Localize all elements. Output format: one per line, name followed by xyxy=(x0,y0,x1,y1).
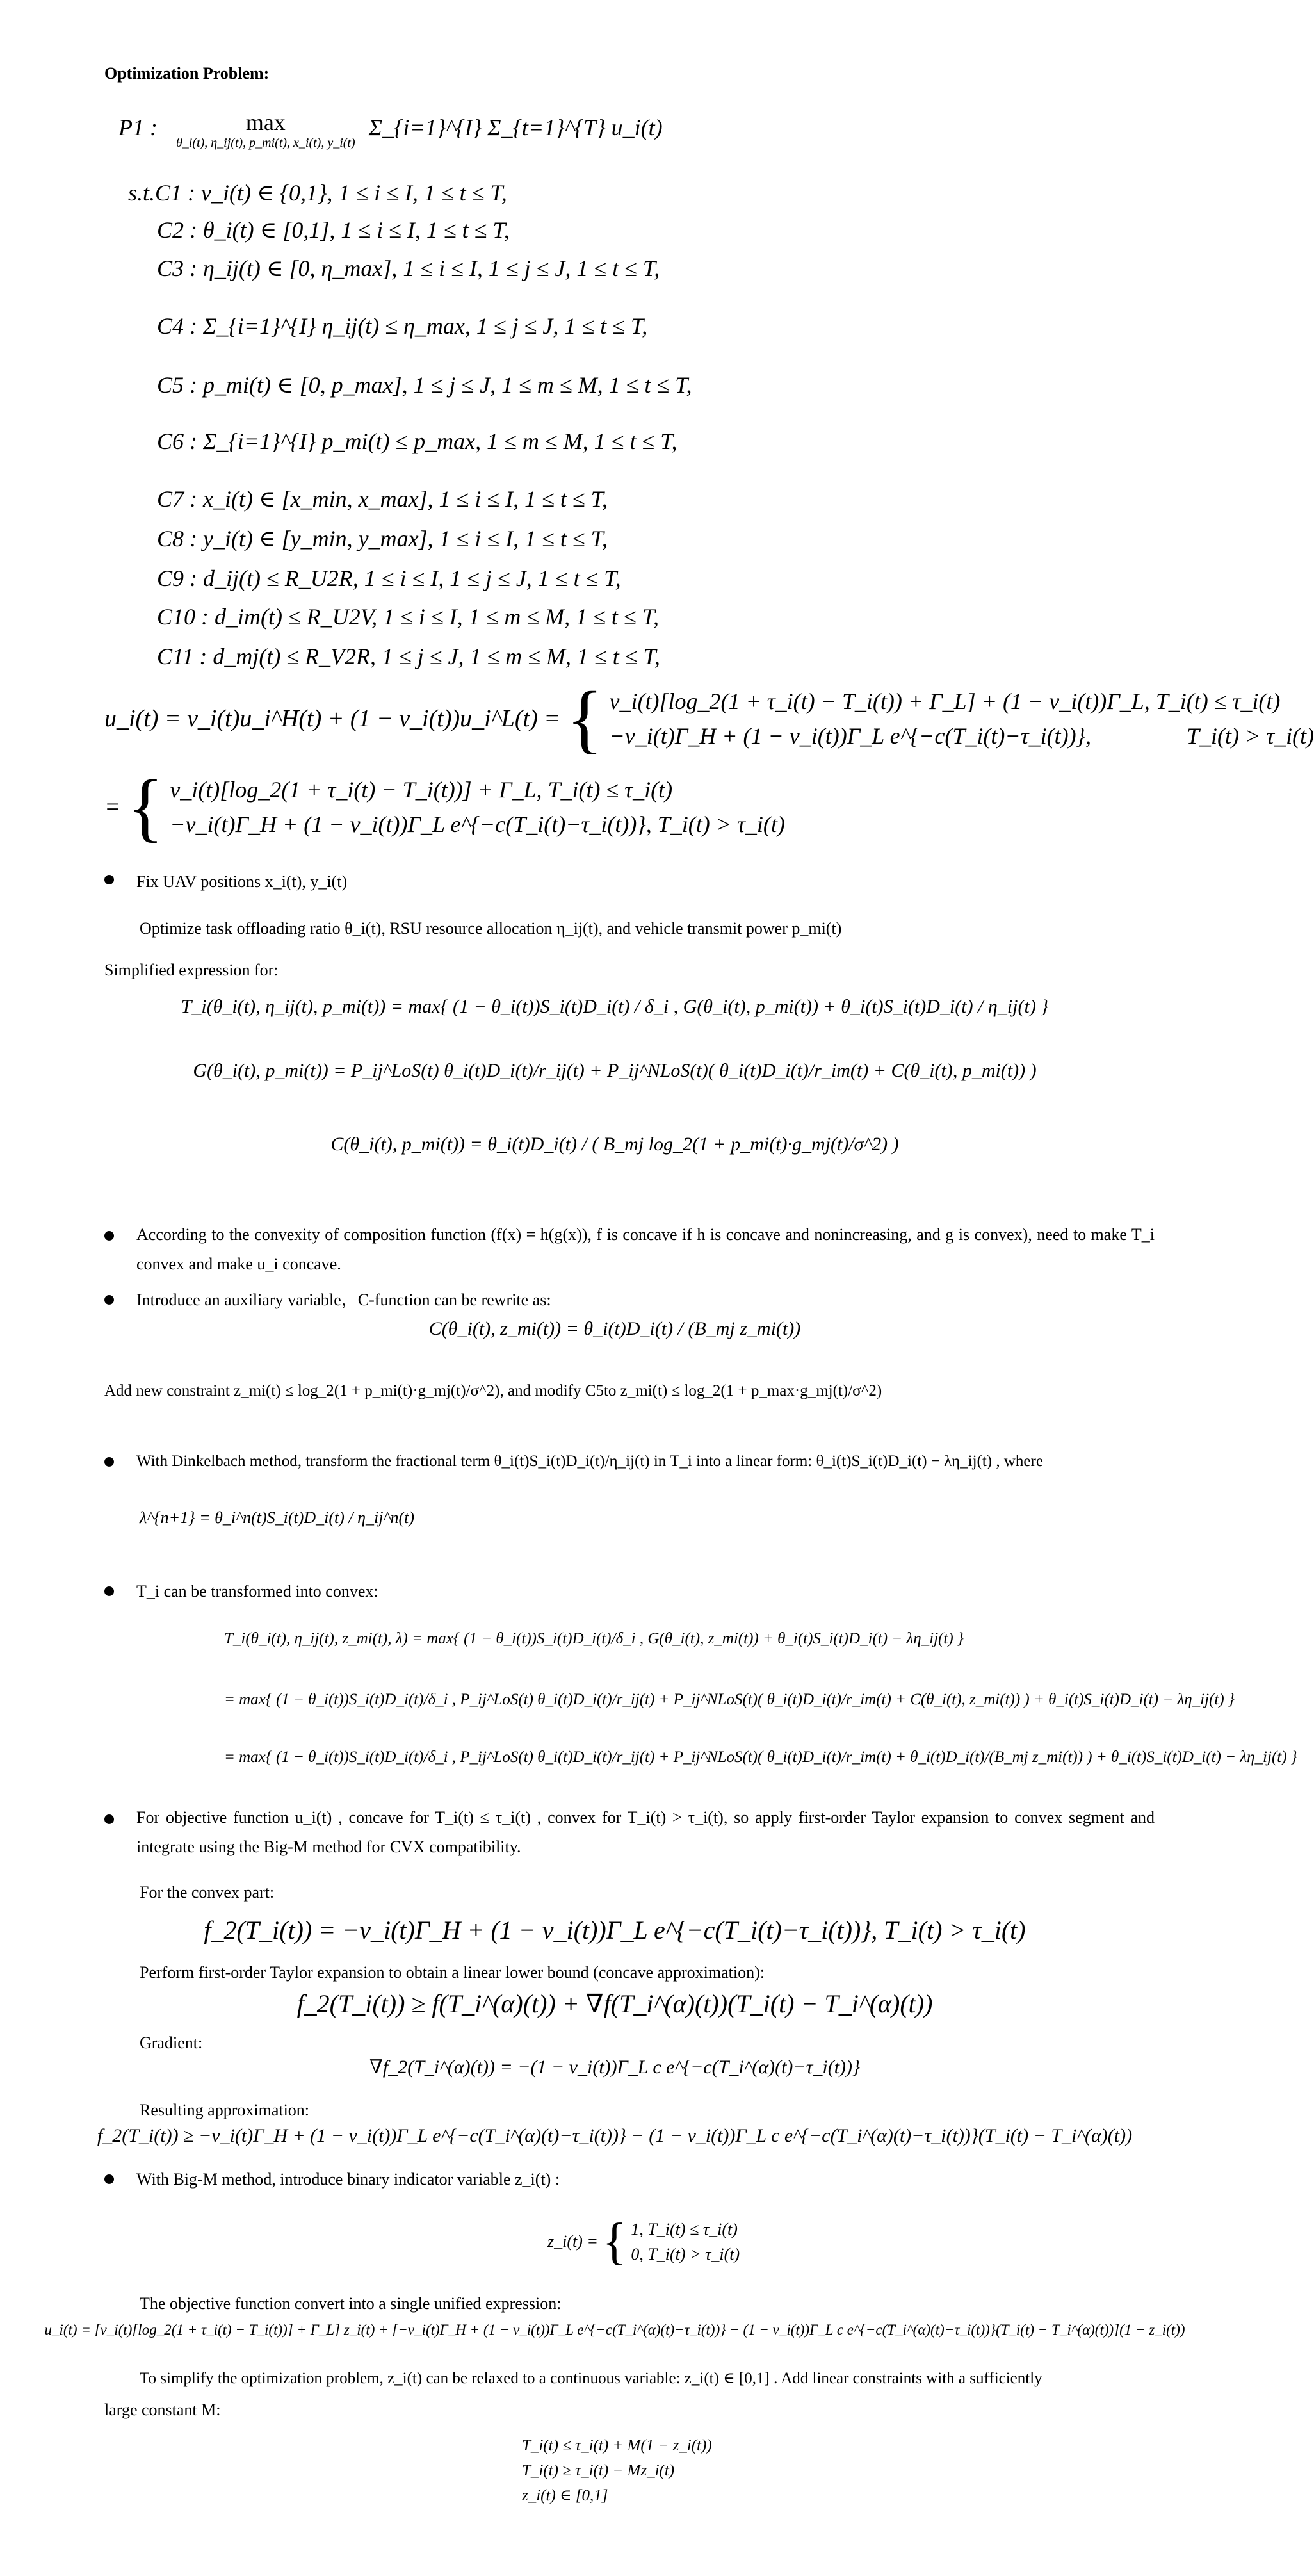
bigm-constraints xyxy=(522,2434,712,2508)
constraint-c3: C3 : η_ij(t) ∈ [0, η_max], 1 ≤ i ≤ I, 1 ≤ j ≤ J, 1 ≤ t ≤ T, xyxy=(157,256,660,281)
optimize-line: Optimize task offloading ratio θ_i(t), RSU resource allocation η_ij(t), and vehicle transmit power p_mi(t) xyxy=(140,919,842,938)
z-case2: 0, T_i(t) > τ_i(t) xyxy=(631,2245,740,2263)
constraint-c7: C7 : x_i(t) ∈ [x_min, x_max], 1 ≤ i ≤ I, 1 ≤ t ≤ T, xyxy=(157,486,608,512)
constraint-c4: C4 : Σ_{i=1}^{I} η_ij(t) ≤ η_max, 1 ≤ j ≤ J, 1 ≤ t ≤ T, xyxy=(157,313,648,339)
constraint-c2: C2 : θ_i(t) ∈ [0,1], 1 ≤ i ≤ I, 1 ≤ t ≤ T, xyxy=(157,217,510,243)
constraint-c8: C8 : y_i(t) ∈ [y_min, y_max], 1 ≤ i ≤ I, 1 ≤ t ≤ T, xyxy=(157,526,608,551)
eq-T-convex-2: = max{ (1 − θ_i(t))S_i(t)D_i(t)/δ_i , P_ij^LoS(t) θ_i(t)D_i(t)/r_ij(t) + P_ij^NLoS(t)( θ_i(t)D_i(t)/r_im(t) + C(θ_i(t), z_mi(t)) ) + θ_i(t)S_i(t)D_i(t) − λη_ij(t) } xyxy=(224,1691,1235,1708)
relax-paragraph: To simplify the optimization problem, z_i(t) can be relaxed to a continuous variable: z_i(t) ∈ [0,1] . Add linear constraints with a sufficiently xyxy=(140,2370,1042,2387)
utility-case2: −v_i(t)Γ_H + (1 − v_i(t))Γ_L e^{−c(T_i(t)−τ_i(t))}, xyxy=(609,723,1091,749)
eq-T-convex-1: T_i(θ_i(t), η_ij(t), z_mi(t), λ) = max{ (1 − θ_i(t))S_i(t)D_i(t)/δ_i , G(θ_i(t), z_mi(t)) + θ_i(t)S_i(t)D_i(t) − λη_ij(t) } xyxy=(224,1630,964,1647)
bullet-objective: For objective function u_i(t) , concave for T_i(t) ≤ τ_i(t) , convex for T_i(t) > τ_i(t), so apply first-order Taylor expansion to convex segment and integrate using the Big-M method for CVX compatibility. xyxy=(136,1808,1155,1856)
bullet-marker xyxy=(104,2174,114,2184)
objective-sum: Σ_{i=1}^{I} Σ_{t=1}^{T} u_i(t) xyxy=(368,114,663,140)
utility-case3: v_i(t)[log_2(1 + τ_i(t) − T_i(t))] + Γ_L, T_i(t) ≤ τ_i(t) xyxy=(170,777,673,803)
bullet-marker xyxy=(104,1457,114,1467)
constraint-c6: C6 : Σ_{i=1}^{I} p_mi(t) ≤ p_max, 1 ≤ m ≤ M, 1 ≤ t ≤ T, xyxy=(157,428,677,454)
utility-lhs: u_i(t) = v_i(t)u_i^H(t) + (1 − v_i(t))u_i^L(t) = xyxy=(104,705,560,732)
lambda-update: λ^{n+1} = θ_i^n(t)S_i(t)D_i(t) / η_ij^n(t) xyxy=(140,1508,414,1527)
constraint-c5: C5 : p_mi(t) ∈ [0, p_max], 1 ≤ j ≤ J, 1 ≤ m ≤ M, 1 ≤ t ≤ T, xyxy=(157,372,692,398)
bigm-constraint-3: z_i(t) ∈ [0,1] xyxy=(522,2486,608,2504)
bullet-convexity: According to the convexity of composition function (f(x) = h(g(x)), f is concave if h is concave and nonincreasing, and g is convex), need to make T_i convex and make u_i concave. xyxy=(136,1225,1155,1273)
bigm-constraint-2: T_i(t) ≥ τ_i(t) − Mz_i(t) xyxy=(522,2461,675,2479)
bullet-marker xyxy=(104,875,114,884)
utility-case4: −v_i(t)Γ_H + (1 − v_i(t))Γ_L e^{−c(T_i(t)−τ_i(t))}, T_i(t) > τ_i(t) xyxy=(170,811,785,837)
constraint-c10: C10 : d_im(t) ≤ R_U2V, 1 ≤ i ≤ I, 1 ≤ m ≤ M, 1 ≤ t ≤ T, xyxy=(157,604,659,630)
bigm-constraint-1: T_i(t) ≤ τ_i(t) + M(1 − z_i(t)) xyxy=(522,2437,712,2454)
z-case1: 1, T_i(t) ≤ τ_i(t) xyxy=(631,2220,738,2238)
convex-part-label: For the convex part: xyxy=(140,1883,275,1902)
z-brace: { xyxy=(602,2213,627,2270)
eq-f2: f_2(T_i(t)) = −v_i(t)Γ_H + (1 − v_i(t))Γ_L e^{−c(T_i(t)−τ_i(t))}, T_i(t) > τ_i(t) xyxy=(204,1916,1026,1944)
add-constraint-line: Add new constraint z_mi(t) ≤ log_2(1 + p_mi(t)·g_mj(t)/σ^2), and modify C5to z_mi(t) ≤ log_2(1 + p_max·g_mj(t)/σ^2) xyxy=(104,1382,882,1399)
max-subscript: θ_i(t), η_ij(t), p_mi(t), x_i(t), y_i(t) xyxy=(175,136,355,150)
unified-label: The objective function convert into a single unified expression: xyxy=(140,2294,562,2313)
simplified-label: Simplified expression for: xyxy=(104,961,279,979)
eq-T-convex-3: = max{ (1 − θ_i(t))S_i(t)D_i(t)/δ_i , P_ij^LoS(t) θ_i(t)D_i(t)/r_ij(t) + P_ij^NLoS(t)( θ_i(t)D_i(t)/r_im(t) + θ_i(t)D_i(t)/(B_mj z_mi(t)) ) + θ_i(t)S_i(t)D_i(t) − λη_ij(t) } xyxy=(224,1749,1297,1766)
eq-T-definition: T_i(θ_i(t), η_ij(t), p_mi(t)) = max{ (1 − θ_i(t))S_i(t)D_i(t) / δ_i , G(θ_i(t), p_mi(t)) + θ_i(t)S_i(t)D_i(t) / η_ij(t) } xyxy=(181,996,1049,1017)
problem-label: P1 : xyxy=(118,114,158,140)
bullet-marker xyxy=(104,1231,114,1241)
equals-sign: = xyxy=(104,794,121,820)
resulting-label: Resulting approximation: xyxy=(140,2101,310,2119)
utility-equation xyxy=(104,676,1314,761)
gradient-label: Gradient: xyxy=(140,2034,203,2052)
utility-case1: v_i(t)[log_2(1 + τ_i(t) − T_i(t)) + Γ_L] + (1 − v_i(t))Γ_L, T_i(t) ≤ τ_i(t) xyxy=(609,689,1281,714)
section-heading: Optimization Problem: xyxy=(104,64,270,83)
constraint-c1: s.t.C1 : v_i(t) ∈ {0,1}, 1 ≤ i ≤ I, 1 ≤ t ≤ T, xyxy=(128,180,507,206)
z-lhs: z_i(t) = xyxy=(548,2232,598,2251)
eq-z-indicator xyxy=(548,2213,740,2270)
constraint-c11: C11 : d_mj(t) ≤ R_V2R, 1 ≤ j ≤ J, 1 ≤ m ≤ M, 1 ≤ t ≤ T, xyxy=(157,644,660,669)
bullet-bigm: With Big-M method, introduce binary indicator variable z_i(t) : xyxy=(136,2170,560,2189)
relax-paragraph-cont: large constant M: xyxy=(104,2401,221,2419)
bullet-marker xyxy=(104,1586,114,1596)
utility-brace: { xyxy=(566,676,603,761)
bullet-fix-uav: Fix UAV positions x_i(t), y_i(t) xyxy=(136,872,348,891)
eq-C-aux: C(θ_i(t), z_mi(t)) = θ_i(t)D_i(t) / (B_mj z_mi(t)) xyxy=(428,1318,801,1339)
constraint-c9: C9 : d_ij(t) ≤ R_U2R, 1 ≤ i ≤ I, 1 ≤ j ≤ J, 1 ≤ t ≤ T, xyxy=(157,566,621,591)
eq-gradient: ∇f_2(T_i^(α)(t)) = −(1 − v_i(t))Γ_L c e^{−c(T_i^(α)(t)−τ_i(t))} xyxy=(369,2057,861,2078)
eq-taylor: f_2(T_i(t)) ≥ f(T_i^(α)(t)) + ∇f(T_i^(α)(t))(T_i(t) − T_i^(α)(t)) xyxy=(296,1989,933,2018)
problem-objective xyxy=(118,109,663,151)
bullet-T-convex: T_i can be transformed into convex: xyxy=(136,1582,378,1601)
bullet-aux-variable: Introduce an auxiliary variable，C-function can be rewrite as: xyxy=(136,1291,551,1309)
max-operator: max xyxy=(245,110,286,135)
utility-brace-2: { xyxy=(127,764,164,849)
eq-G-definition: G(θ_i(t), p_mi(t)) = P_ij^LoS(t) θ_i(t)D_i(t)/r_ij(t) + P_ij^NLoS(t)( θ_i(t)D_i(t)/r_im(t) + C(θ_i(t), p_mi(t)) ) xyxy=(193,1060,1037,1081)
utility-case2-cond: T_i(t) > τ_i(t) xyxy=(1186,723,1314,749)
eq-result: f_2(T_i(t)) ≥ −v_i(t)Γ_H + (1 − v_i(t))Γ_L e^{−c(T_i^(α)(t)−τ_i(t))} − (1 − v_i(t))Γ_L c e^{−c(T_i^(α)(t)−τ_i(t))}(T_i(t) − T_i^(α)(t)) xyxy=(97,2125,1133,2146)
eq-C-definition: C(θ_i(t), p_mi(t)) = θ_i(t)D_i(t) / ( B_mj log_2(1 + p_mi(t)·g_mj(t)/σ^2) ) xyxy=(330,1134,899,1155)
bullet-marker xyxy=(104,1814,114,1824)
utility-equation-simplified xyxy=(104,764,785,849)
bullet-marker xyxy=(104,1295,114,1305)
taylor-label: Perform first-order Taylor expansion to obtain a linear lower bound (concave approximation): xyxy=(140,1963,765,1982)
eq-unified: u_i(t) = [v_i(t)[log_2(1 + τ_i(t) − T_i(t))] + Γ_L] z_i(t) + [−v_i(t)Γ_H + (1 − v_i(t))Γ_L e^{−c(T_i^(α)(t)−τ_i(t))} − (1 − v_i(t))Γ_L c e^{−c(T_i^(α)(t)−τ_i(t))}(T_i(t) − T_i^(α)(t))](1 − z_i(t)) xyxy=(44,2322,1185,2338)
bullet-dinkelbach: With Dinkelbach method, transform the fractional term θ_i(t)S_i(t)D_i(t)/η_ij(t) in T_i into a linear form: θ_i(t)S_i(t)D_i(t) − λη_ij(t) , where xyxy=(136,1453,1043,1470)
